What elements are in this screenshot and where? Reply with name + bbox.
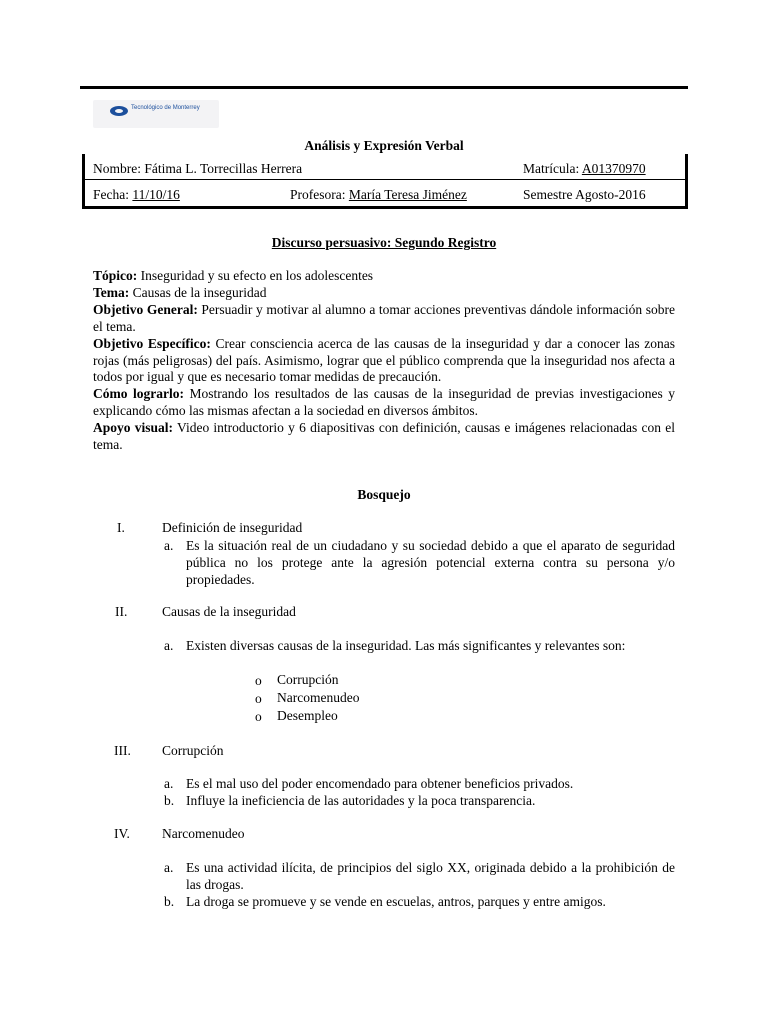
item-letter: a. [164,776,174,791]
speech-subtitle: Discurso persuasivo: Segundo Registro [271,235,497,250]
item-text: Es la situación real de un ciudadano y su sociedad debido a que el aparato de seguridad pública no los protege ante la agresión potencial externa contra su persona y/o propiedades. [186,538,675,587]
item-text: Existen diversas causas de la inseguridad. Las más significantes y relevantes son: [186,638,626,653]
field-label: Tópico: [93,268,138,283]
bullet-text: Corrupción [277,672,339,687]
item-letter: a. [164,638,174,653]
logo-text: Tecnológico de Monterrey [131,105,200,111]
field-text: Video introductorio y 6 diapositivas con definición, causas e imágenes relacionadas con el tema. [93,420,675,453]
section-numeral: II. [115,604,128,619]
item-text: Influye la ineficiencia de las autoridades y la poca transparencia. [186,793,536,808]
bullet-text: Desempleo [277,708,338,723]
section-heading: Corrupción [162,743,224,758]
matricula-label: Matrícula: [523,161,580,176]
field-text: Causas de la inseguridad [132,284,267,300]
profesora-row [290,187,467,203]
section-heading: Definición de inseguridad [162,520,303,535]
fecha-row [93,187,180,203]
field-como-lograrlo [93,386,675,420]
section-heading: Narcomenudeo [162,826,245,841]
outline-title: Bosquejo [357,487,411,502]
field-topico [93,268,675,285]
info-divider [85,179,685,180]
semestre: Semestre Agosto-2016 [523,187,646,202]
course-title: Análisis y Expresión Verbal [304,138,464,153]
field-text: Persuadir y motivar al alumno a tomar acciones preventivas dándole información sobre el tema. [93,301,675,334]
section-numeral: IV. [114,826,130,841]
field-label: Objetivo Específico: [93,335,211,351]
name-value: Fátima L. Torrecillas Herrera [144,161,303,176]
header-rule [80,86,688,89]
bullet-mark: o [255,691,262,706]
field-text: Crear consciencia acerca de las causas de la inseguridad y dar a conocer las zonas rojas (más peligrosas) del país. Asimismo, lograr que el público comprenda que la inseguridad nos afecta a todos por igual y que es necesario tomar medidas de precaución. [93,335,675,385]
item-letter: a. [164,538,174,553]
field-label: Apoyo visual: [93,420,174,436]
field-objetivo-especifico [93,336,675,387]
field-label: Objetivo General: [93,301,198,317]
field-text: Mostrando los resultados de las causas de la inseguridad de previas investigaciones y explicando cómo las mismas afectan a la sociedad en diversos ámbitos. [93,386,676,419]
section-numeral: I. [117,520,125,535]
item-letter: b. [164,894,175,909]
section-numeral: III. [114,743,131,758]
item-text: Es el mal uso del poder encomendado para obtener beneficios privados. [186,776,574,791]
institution-logo [93,100,219,128]
bullet-mark: o [255,709,262,724]
section-heading: Causas de la inseguridad [162,604,296,619]
item-letter: b. [164,793,175,808]
field-label: Cómo lograrlo: [93,386,185,402]
bullet-text: Narcomenudeo [277,690,360,705]
item-letter: a. [164,860,174,875]
item-text: Es una actividad ilícita, de principios del siglo XX, originada debido a la prohibición de las drogas. [186,860,675,892]
item-text: La droga se promueve y se vende en escuelas, antros, parques y entre amigos. [186,894,606,909]
student-info-box [82,154,688,209]
field-label: Tema: [93,284,130,300]
logo-emblem-icon [110,106,128,116]
bullet-mark: o [255,673,262,688]
field-apoyo-visual [93,420,675,454]
profesora-label: Profesora: [290,187,346,202]
speech-fields [93,268,675,454]
profesora-value: María Teresa Jiménez [348,187,467,202]
field-text: Inseguridad y su efecto en los adolescentes [140,268,374,283]
matricula-value: A01370970 [581,161,646,176]
matricula-row [523,161,646,177]
field-objetivo-general [93,302,675,336]
fecha-label: Fecha: [93,187,129,202]
name-label: Nombre: [93,161,141,176]
name-row [93,161,302,177]
field-tema [93,285,675,302]
fecha-value: 11/10/16 [132,187,180,202]
